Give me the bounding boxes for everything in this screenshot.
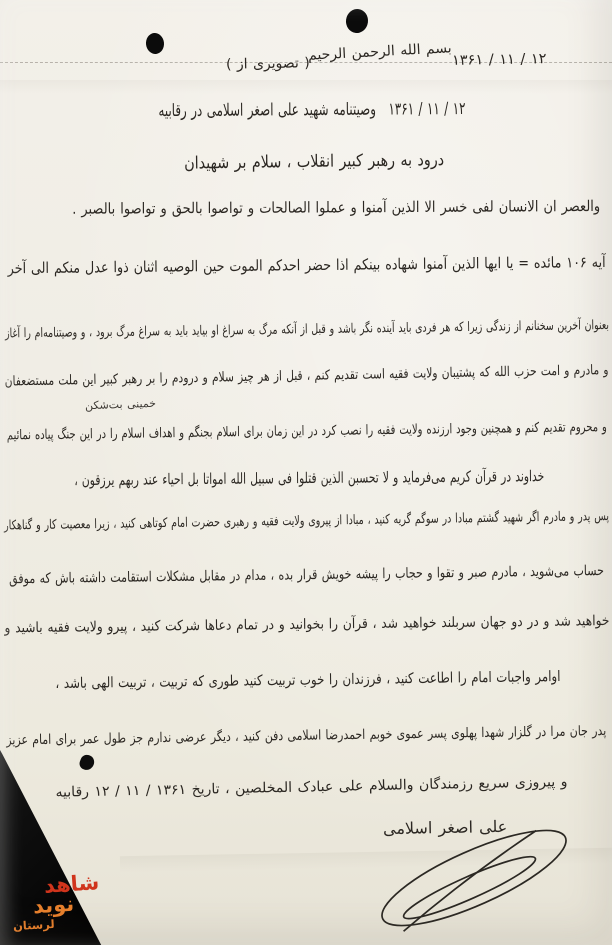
signature-flourish <box>368 812 580 944</box>
line-quran-asr: والعصر ان الانسان لفی خسر الا الذین آمنوا و عملوا الصالحات و تواصوا بالحق و تواصوا بالصبر . <box>71 197 601 218</box>
interlinear-note: خمینی بت‌شکن <box>84 396 157 413</box>
line-body-3: و محروم تقدیم کنم و همچنین وجود ارزنده ولایت فقیه را نصب کرد در این زمان برای اسلام بجنگم و اهداف اسلام را در این جنگ پیاده نمائیم <box>6 419 608 444</box>
date-top-right: ۱۳۶۱ / ۱۱ / ۱۲ <box>451 51 547 69</box>
watermark-word-navid: نوید <box>32 891 75 919</box>
watermark-region-lorestan: لرستان <box>12 916 55 934</box>
line-body-7: اوامر واجبات امام را اطاعت کنید ، فرزندان را خوب تربیت کنید طوری که تربیت ، تربیت الهی باشد ، <box>54 669 561 693</box>
line-quran-martyrs: خداوند در قرآن کریم می‌فرماید و لا تحسبن الذین قتلوا فی سبیل الله امواتا بل احیاء عند ربهم یرزقون ، <box>73 467 545 490</box>
bismillah-line: بسم الله الرحمن الرحیم <box>307 40 453 64</box>
signature-name: علی اصغر اسلامی <box>382 816 508 839</box>
ink-blot <box>78 753 96 772</box>
line-body-1: بعنوان آخرین سخنانم از زندگی زیرا که هر فردی باید آینده نگر باشد و قبل از آنکه مرگ به سراغ او بیاید باید به سراغ مرگ برود ، و وصیتنامه‌ام را آغاز <box>4 318 610 342</box>
line-body-5: حساب می‌شوید ، مادرم صبر و تقوا و حجاب را پیشه خویش قرار بده ، مدام در مقابل مشکلات استقامت داشته باش که موفق <box>8 563 605 588</box>
punch-hole-mark <box>344 8 369 35</box>
will-title: وصیتنامه شهید علی اصغر اسلامی در رقابیه <box>157 99 376 122</box>
line-closing: و پیروزی سریع رزمندگان والسلام علی عبادک المخلصین ، تاریخ ۱۳۶۱ / ۱۱ / ۱۲ رقابیه <box>54 774 568 801</box>
photo-note: ( تصویری از ) <box>225 55 310 73</box>
paper-crease-top <box>0 80 612 94</box>
line-verse-maede: آیه ۱۰۶ مائده = یا ایها الذین آمنوا شهاده بینکم اذا حضر احدکم الموت حین الوصیه اثنان ذوا عدل منکم الی آخر <box>7 253 607 278</box>
line-body-4: پس پدر و مادرم اگر شهید گشتم مبادا در سوگم گریه کنید ، مبادا از پیروی ولایت فقیه و رهبری حضرت امام کوتاهی کنید ، زیرا معصیت کار و گناهکار <box>3 509 610 534</box>
line-body-8: پدر جان مرا در گلزار شهدا پهلوی پسر عموی خوبم احمدرضا اسلامی دفن کنید ، دیگر عرضی ندارم جز طول عمر برای امام عزیز <box>5 723 607 749</box>
salutation-line: درود به رهبر کبیر انقلاب ، سلام بر شهیدان <box>183 150 445 174</box>
title-line <box>158 99 465 121</box>
line-body-6: خواهید شد و در دو جهان سربلند خواهید شد ، قرآن را بخوانید و در تمام دعاها شرکت کنید ، پیرو ولایت فقیه باشید و <box>3 613 610 637</box>
line-body-2: و مادرم و امت حزب الله که پشتیبان ولایت فقیه است تقدیم کنم ، قبل از هر چیز سلام و درودم را بر رهبر کبیر این ملت مستضعفان <box>4 362 610 390</box>
punch-hole-mark <box>145 32 165 55</box>
title-date: ۱۳۶۱ / ۱۱ / ۱۲ <box>387 99 466 120</box>
watermark-word-shahed: شاهد <box>43 870 101 898</box>
